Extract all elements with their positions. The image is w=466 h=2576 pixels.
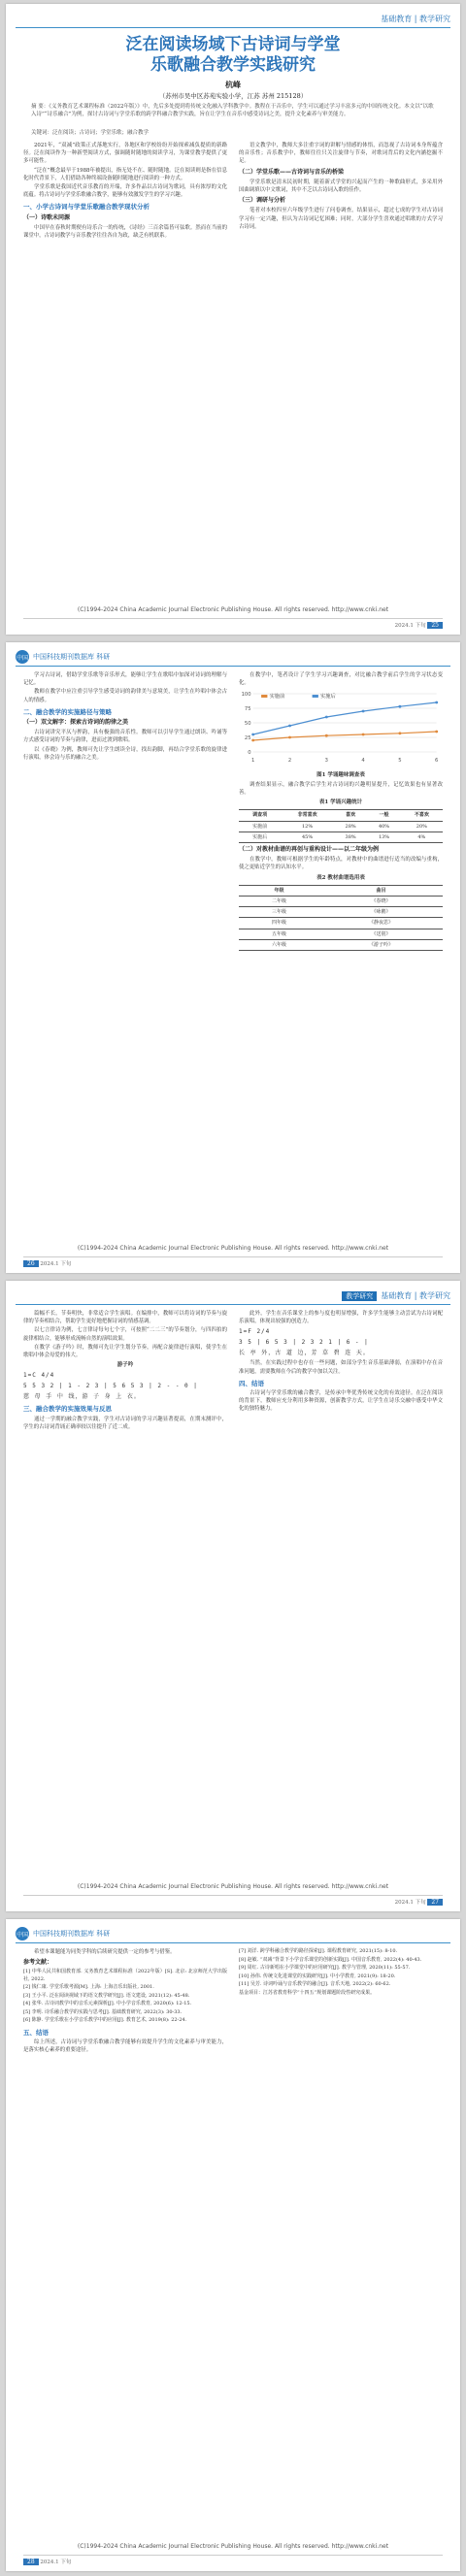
- column-right: [239, 671, 443, 954]
- title-line-2: 乐歌融合教学实践研究: [150, 55, 316, 75]
- paragraph: 当然，在实践过程中也存在一些问题，如部分学生音乐基础薄弱，在演唱中存在音准问题，需要教师在今后的教学中加以关注。: [239, 1360, 443, 1375]
- paragraph: 通过一学期的融合教学实践，学生对古诗词的学习兴趣显著提高，在期末测评中，学生的古诗词背诵正确率较以往提升了近二成。: [23, 1416, 227, 1430]
- paragraph: 笔者对本校四至六年级学生进行了问卷调查，结果显示，超过七成的学生对古诗词学习有一定兴趣，但认为古诗词记忆困难；同时，大部分学生喜欢通过唱歌的方式学习古诗词。: [239, 208, 443, 230]
- page-3: [6, 1281, 460, 1911]
- score-line: 5 5 3 2 | 1 - 2 3 | 5 6 5 3 | 2 - - 0 |: [23, 1383, 198, 1390]
- subsection-heading: （二）学堂乐歌——古诗词与音乐的桥梁: [239, 168, 345, 176]
- fund-note: 基金项目：江苏省教育科学“十四五”规划课题阶段性研究成果。: [239, 1989, 376, 1996]
- reference-item: [4] 张华. 古诗词教学中的音乐元素探析[J]. 中小学音乐教育, 2020(6): 12-15.: [23, 2001, 192, 2007]
- journal-logo-icon: 中国: [16, 650, 29, 664]
- journal-name: 基础教育 | 教学研究: [381, 14, 450, 23]
- page-1: [6, 4, 460, 635]
- paragraph: 篇幅不长，节奏明快，非常适合学生演唱。在编排中，教师可以将诗词的节奏与旋律的节奏相结合，帮助学生更好地把握诗词的情感基调。: [23, 1311, 227, 1325]
- issue-date: 2024.1 下旬: [394, 1900, 426, 1906]
- section-heading: 一、小学古诗词与学堂乐歌融合教学现状分析: [23, 203, 150, 212]
- table-cell: 12%: [281, 821, 334, 831]
- reference-item: [2] 钱仁康. 学堂乐歌考源[M]. 上海: 上海音乐出版社, 2001.: [23, 1984, 154, 1991]
- subsection-heading: （三）调研与分析: [239, 197, 286, 205]
- lyric-line: 长 亭 外，古 道 边，芳 草 碧 连 天。: [239, 1350, 370, 1357]
- x-tick-label: 2: [287, 758, 292, 765]
- table-cell: 《游子吟》: [319, 939, 443, 950]
- reference-item: [11] 吴芳. 诗词吟诵与音乐教学的融合[J]. 音乐天地, 2022(2): 60-62.: [239, 1981, 391, 1987]
- column-right: [239, 142, 443, 241]
- table-header-cell: 曲目: [319, 885, 443, 896]
- table-row: [239, 918, 443, 929]
- section-heading: 四、结语: [239, 1379, 264, 1387]
- paragraph: 古诗词讲究平仄与押韵，具有极强的音乐性。教师可以引导学生通过朗读、吟诵等方式感受诗词的节奏与韵律，进而过渡到歌唱。: [23, 730, 227, 744]
- paragraph: 在教学中，教师可根据学生的年龄特点，对教材中的曲谱进行适当的改编与重构，使之更贴近学生的认知水平。: [239, 857, 443, 871]
- data-point: [325, 734, 328, 737]
- table-header-row: [239, 885, 443, 896]
- series-line: [253, 702, 437, 734]
- issue-date: 2024.1 下旬: [394, 623, 426, 629]
- table-cell: 实施后: [239, 831, 281, 842]
- paragraph: 学堂乐歌是清末民初时期，随着新式学堂的兴起而产生的一种歌曲形式，多采用外国曲调填以中文歌词，其中不乏以古诗词入歌的佳作。: [239, 179, 443, 194]
- data-point: [435, 701, 438, 704]
- paragraph: 在教学《游子吟》时，教师可先让学生划分节奏，再配合旋律进行演唱，使学生在歌唱中体会母爱的伟大。: [23, 1344, 227, 1359]
- table-cell: 《送别》: [319, 929, 443, 939]
- body-columns: [23, 142, 443, 241]
- score-key: 1=F 2/4: [239, 1328, 271, 1336]
- page-2: [6, 642, 460, 1273]
- table-cell: 《春晓》: [319, 897, 443, 907]
- section-heading: 三、融合教学的实施效果与反思: [23, 1405, 112, 1414]
- y-tick-label: 100: [241, 692, 251, 699]
- subsection-heading: （二）对教材曲谱的再创与重构设计——以二年级为例: [239, 846, 380, 854]
- data-point: [362, 734, 365, 736]
- page-footer: [23, 1895, 443, 1906]
- page-header: [16, 10, 450, 28]
- references-heading: 参考文献：: [23, 1959, 53, 1967]
- table-cell: 28%: [334, 821, 367, 831]
- body-columns: [23, 1948, 443, 2056]
- data-point: [288, 725, 291, 728]
- keywords: 关键词：泛在阅读；古诗词；学堂乐歌；融合教学: [31, 130, 150, 136]
- data-point: [398, 705, 401, 708]
- x-tick-label: 3: [324, 758, 328, 765]
- table-header-cell: 不喜欢: [401, 810, 443, 821]
- journal-name: 中国科技期刊数据库 科研: [33, 653, 111, 661]
- page-footer: [23, 1256, 443, 1267]
- series-line: [253, 732, 437, 740]
- author-affiliation: （苏州市吴中区苏苑实验小学，江苏 苏州 215128）: [158, 92, 308, 100]
- data-point: [325, 716, 328, 719]
- copyright-notice: (C)1994-2024 China Academic Journal Electronic Publishing House. All rights reserved. http://www.cnki.net: [77, 2543, 389, 2550]
- legend-swatch: [261, 695, 267, 698]
- section-badge: 教学研究: [342, 1291, 377, 1301]
- author-name: 杭峰: [225, 80, 241, 89]
- column-left: [23, 142, 227, 241]
- x-tick-label: 6: [435, 758, 439, 765]
- table-cell: 13%: [367, 831, 400, 842]
- page-header: [16, 1287, 450, 1305]
- subsection-heading: （一）诗歌未同源: [23, 213, 71, 221]
- paragraph: 中国早在春秋时期便有诗乐合一的传统，《诗经》三百余篇皆可弦歌。然而在当前的课堂中，古诗词教学与音乐教学往往各自为政，缺乏有机联系。: [23, 224, 227, 240]
- table-header-cell: 调查项: [239, 810, 281, 821]
- score-key: 1=C 4/4: [23, 1372, 55, 1380]
- score-line: 3 5 | 6 5 3 | 2 3 2 1 | 6 - |: [239, 1339, 369, 1347]
- table-header-cell: 年级: [239, 885, 319, 896]
- section-heading: 五、结语: [23, 2028, 49, 2037]
- title-line-1: 泛在阅读场域下古诗词与学堂: [125, 35, 341, 54]
- copyright-notice: (C)1994-2024 China Academic Journal Electronic Publishing House. All rights reserved. http://www.cnki.net: [77, 606, 389, 613]
- column-right: [239, 1948, 443, 2056]
- data-table: [239, 809, 443, 843]
- table-row: [239, 939, 443, 950]
- page-header: [16, 1925, 450, 1943]
- table-cell: 《咏鹅》: [319, 907, 443, 918]
- paragraph: 学堂乐歌是我国近代音乐教育的开端，许多作品以古诗词为歌词，具有浓厚的文化底蕴。将古诗词与学堂乐歌融合教学，能够有效激发学生的学习兴趣。: [23, 184, 227, 199]
- page-number: 25: [427, 622, 443, 629]
- reference-item: [5] 李明. 诗乐融合教学的实践与思考[J]. 基础教育研究, 2022(3): 30-33.: [23, 2008, 183, 2015]
- reference-item: [3] 王小平. 泛在阅读视域下的语文教学研究[J]. 语文建设, 2021(12): 45-48.: [23, 1992, 190, 1999]
- paragraph: 希望本课题能为同类学科的后续研究提供一定的参考与借鉴。: [34, 1949, 176, 1955]
- table-row: [239, 821, 443, 831]
- data-point: [362, 710, 365, 713]
- data-table: [239, 885, 443, 951]
- subsection-heading: （一）双文解字：探索古诗词的韵律之美: [23, 719, 129, 727]
- table-header-cell: 喜欢: [334, 810, 367, 821]
- table-cell: 4%: [401, 831, 443, 842]
- paragraph: 此外，学生在音乐课堂上的参与度也明显增强，许多学生能够主动尝试为古诗词配乐演唱，体现出较强的创造力。: [239, 1311, 443, 1325]
- table-cell: 实施前: [239, 821, 281, 831]
- lyric-line: 慈 母 手 中 线，游 子 身 上 衣。: [23, 1393, 141, 1401]
- table-cell: 20%: [401, 821, 443, 831]
- column-left: [23, 1310, 227, 1432]
- abstract: 摘 要：《义务教育艺术课程标准（2022年版）》中，先后多处提到将传统文化融入学科教学中。教程在于音乐中，学生可以通过学习丰富多元的中国传统文化。本文以“以歌入诗”“诗乐融合”为例，探讨古诗词与学堂乐歌的跨学科融合教学实践，旨在让学生在音乐中感受诗词之美，提升文化素养与审美能力。: [31, 104, 434, 117]
- page-number: 27: [427, 1899, 443, 1906]
- reference-item: [7] 刘洋. 跨学科融合教学的路径探索[J]. 课程教育研究, 2021(15): 8-10.: [239, 1948, 398, 1954]
- table-cell: 45%: [281, 831, 334, 842]
- legend-label: 实施前: [269, 694, 285, 701]
- table-cell: 三年级: [239, 907, 319, 918]
- data-point: [251, 739, 254, 742]
- score-title: 游子吟: [116, 1362, 134, 1369]
- table-cell: 二年级: [239, 897, 319, 907]
- issue-date: 2024.1 下旬: [40, 1261, 72, 1267]
- paragraph: 古诗词与学堂乐歌的融合教学，是传承中华优秀传统文化的有效途径。在泛在阅读的背景下，教师应充分利用多种资源，创新教学方式，让学生在诗乐交融中感受中华文化的独特魅力。: [239, 1390, 443, 1413]
- body-columns: [23, 671, 443, 954]
- table-cell: 38%: [334, 831, 367, 842]
- paragraph: 以《春晓》为例，教师可先让学生朗读全诗，找出韵脚，再结合学堂乐歌的旋律进行演唱，体会诗与乐的融合之美。: [23, 746, 227, 761]
- paragraph: 学习古诗词，借助学堂乐歌等音乐形式，能够让学生在歌唱中加深对诗词的理解与记忆。: [23, 672, 227, 687]
- copyright-notice: (C)1994-2024 China Academic Journal Electronic Publishing House. All rights reserved. http://www.cnki.net: [77, 1883, 389, 1890]
- page-number: 28: [23, 2559, 39, 2565]
- paragraph: 以七言律诗为例，七言律诗每句七个字，可按照“二二三”的节奏划分，与四四拍的旋律相结合，能够形成流畅自然的演唱效果。: [23, 1327, 227, 1342]
- y-tick-label: 0: [248, 750, 251, 757]
- copyright-notice: (C)1994-2024 China Academic Journal Electronic Publishing House. All rights reserved. http://www.cnki.net: [77, 1245, 389, 1252]
- chart-caption: 图1 学诵趣味调查表: [316, 771, 365, 778]
- table-cell: 五年级: [239, 929, 319, 939]
- column-right: [239, 1310, 443, 1432]
- page-4: [6, 1919, 460, 2571]
- table-header-cell: 一般: [367, 810, 400, 821]
- table-caption: 表1 学诵兴趣统计: [318, 799, 363, 806]
- table-row: [239, 831, 443, 842]
- paragraph: 教师在教学中应注重引导学生感受诗词的韵律美与意境美，让学生在吟唱中体会古人的情感。: [23, 689, 227, 703]
- paragraph: 在教学中，笔者设计了学生学习兴趣调查，对比融合教学前后学生的学习状态变化。: [239, 672, 443, 687]
- reference-item: [8] 赵敏. “双减”背景下小学音乐课堂的创新实践[J]. 中国音乐教育, 2022(4): 40-43.: [239, 1956, 422, 1963]
- article-title: [6, 35, 460, 76]
- page-header: [16, 648, 450, 667]
- y-tick-label: 50: [244, 721, 251, 728]
- y-tick-label: 25: [244, 735, 251, 742]
- reference-item: [9] 周红. 古诗新唱在小学课堂中的应用研究[J]. 教学与管理, 2020(11): 55-57.: [239, 1965, 411, 1971]
- table-header-cell: 非常喜欢: [281, 810, 334, 821]
- page-number: 26: [23, 1260, 39, 1267]
- body-columns: [23, 1310, 443, 1432]
- table-cell: 四年级: [239, 918, 319, 929]
- data-point: [435, 731, 438, 734]
- paragraph: “泛在”概念最早于1988年被提出，指无处不在、随时随地。泛在阅读则是指在信息化时代背景下，人们借助各种终端设备随时随地进行阅读的一种方式。: [23, 167, 227, 181]
- section-heading: 二、融合教学的实施路径与策略: [23, 707, 112, 716]
- x-tick-label: 5: [398, 758, 402, 765]
- legend-swatch: [313, 695, 318, 698]
- journal-name: 中国科技期刊数据库 科研: [33, 1930, 111, 1938]
- table-row: [239, 929, 443, 939]
- data-point: [251, 734, 254, 736]
- table-cell: 40%: [367, 821, 400, 831]
- paragraph: 调查结果显示，融合教学后学生对古诗词的兴趣明显提升，记忆效果也有显著改善。: [239, 781, 443, 797]
- table-row: [239, 907, 443, 918]
- y-tick-label: 75: [244, 706, 251, 713]
- paragraph: 语文教学中，教师大多注重字词的讲解与情感的体悟，而忽视了古诗词本身所蕴含的音乐性；音乐教学中，教师往往只关注旋律与节奏，对歌词背后的文化内涵挖掘不足。: [239, 143, 443, 165]
- x-tick-label: 1: [251, 758, 255, 765]
- reference-item: [1] 中华人民共和国教育部. 义务教育艺术课程标准（2022年版）[S]. 北京: 北京师范大学出版社, 2022.: [23, 1969, 227, 1982]
- journal-logo-icon: 中国: [16, 1927, 29, 1940]
- column-left: [23, 1948, 227, 2056]
- page-footer: [23, 618, 443, 629]
- x-tick-label: 4: [361, 758, 365, 765]
- column-left: [23, 671, 227, 954]
- table-cell: 六年级: [239, 939, 319, 950]
- table-row: [239, 897, 443, 907]
- reference-item: [6] 陈静. 学堂乐歌在小学音乐教学中的应用[J]. 教育艺术, 2019(8): 22-24.: [23, 2017, 187, 2024]
- line-chart: [239, 688, 443, 766]
- data-point: [398, 733, 401, 735]
- paragraph: 综上所述，古诗词与学堂乐歌融合教学能够有效提升学生的文化素养与审美能力，是落实核心素养的重要途径。: [23, 2039, 227, 2054]
- legend-label: 实施后: [320, 694, 336, 701]
- table-caption: 表2 教材曲谱选用表: [316, 874, 365, 881]
- data-point: [288, 736, 291, 739]
- table-cell: 《静夜思》: [319, 918, 443, 929]
- table-header-row: [239, 810, 443, 821]
- journal-name: 基础教育 | 教学研究: [381, 1290, 450, 1300]
- paragraph: 2021年，“双减”政策正式落地实行，各地区和学校纷纷开始探索减负提质的新路径。泛在阅读作为一种新型阅读方式，强调随时随地的阅读学习，为课堂教学提供了更多可能性。: [23, 143, 227, 165]
- reference-item: [10] 孙伟. 传统文化进课堂的实践研究[J]. 中小学教育, 2021(9): 18-20.: [239, 1973, 396, 1979]
- issue-date: 2024.1 下旬: [40, 2560, 72, 2565]
- page-footer: [23, 2555, 443, 2565]
